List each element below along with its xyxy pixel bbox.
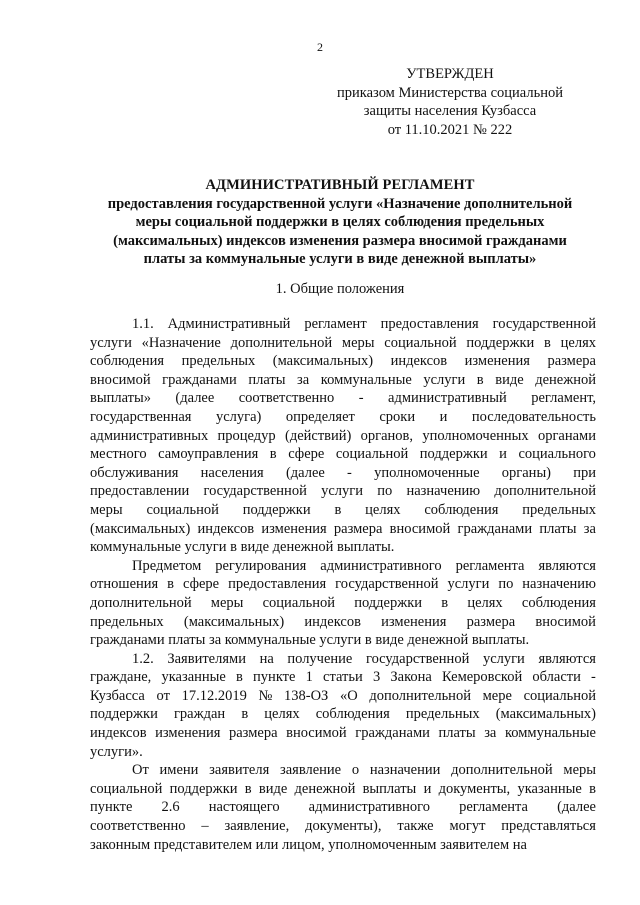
approval-order-line: приказом Министерства социальной (337, 84, 563, 101)
text-line: От имени заявителя заявление о назначении дополнительной меры (132, 762, 596, 779)
approval-stamp (300, 65, 600, 139)
document-title (80, 176, 600, 269)
text-line: услуги «Назначение дополнительной меры социальной поддержки в целях (90, 334, 596, 351)
text-line: граждане, указанные в пункте 1 статьи 3 Закона Кемеровской области - (90, 669, 596, 686)
text-line: индексов изменения размера вносимой гражданами платы за коммунальные (90, 725, 596, 742)
text-line: отношения в сфере предоставления государственной услуги по назначению (90, 576, 596, 593)
text-line: 1.1. Административный регламент предоставления государственной (132, 316, 596, 332)
text-line: местного самоуправления в сфере социальной поддержки и социального (90, 446, 596, 463)
document-body (90, 315, 596, 854)
text-line: предоставлении государственной услуги по назначению дополнительной (90, 483, 596, 500)
text-line: соответственно – заявление, документы), также могут представляться (90, 818, 596, 835)
title-line: платы за коммунальные услуги в виде денежной выплаты» (143, 251, 537, 268)
text-line: законным представителем или лицом, уполномоченным заявителем на (90, 836, 527, 853)
text-line: выплаты» (далее соответственно - административный регламент, (90, 390, 596, 407)
approval-date-line: от 11.10.2021 № 222 (387, 121, 513, 138)
text-line: обслуживания населения (далее - уполномоченные органы) при (90, 464, 596, 481)
text-line: (максимальных) индексов изменения размера вносимой гражданами платы за (90, 520, 596, 537)
text-line: соблюдения предельных (максимальных) индексов изменения размера (90, 353, 596, 370)
text-line: меры социальной поддержки в целях соблюдения предельных (90, 501, 596, 518)
text-line: гражданами платы за коммунальные услуги в виде денежной выплаты. (90, 632, 530, 649)
paragraph-1-2 (90, 650, 596, 762)
title-main: АДМИНИСТРАТИВНЫЙ РЕГЛАМЕНТ (205, 177, 475, 193)
page-number: 2 (317, 40, 323, 54)
text-line: административных процедур (действий) органов, уполномоченных органами (90, 427, 596, 444)
text-line: социальной поддержки в виде денежной выплаты и документы, указанные в (90, 780, 596, 797)
approval-ministry-line: защиты населения Кузбасса (363, 103, 537, 120)
paragraph-1-1 (90, 315, 596, 557)
section-heading: 1. Общие положения (275, 281, 405, 297)
text-line: Кузбасса от 17.12.2019 № 138-ОЗ «О дополнительной мере социальной (90, 687, 596, 704)
text-line: Предметом регулирования административного регламента являются (132, 557, 596, 574)
text-line: 1.2. Заявителями на получение государственной услуги являются (132, 650, 596, 667)
text-line: коммунальные услуги в виде денежной выплаты. (90, 539, 395, 556)
text-line: государственная услуга) определяет сроки и последовательность (90, 408, 596, 425)
title-line: (максимальных) индексов изменения размера вносимой гражданами (113, 232, 567, 249)
paragraph-representative (90, 761, 596, 854)
text-line: вносимой гражданами платы за коммунальные услуги в виде денежной (90, 371, 596, 388)
text-line: поддержки граждан в целях соблюдения предельных (максимальных) (90, 706, 596, 723)
text-line: услуги». (90, 743, 143, 760)
text-line: дополнительной меры социальной поддержки в целях соблюдения (90, 594, 596, 611)
title-line: меры социальной поддержки в целях соблюдения предельных (135, 214, 545, 231)
text-line: предельных (максимальных) индексов изменения размера вносимой (90, 613, 596, 630)
title-line: предоставления государственной услуги «Назначение дополнительной (107, 195, 573, 212)
text-line: пункте 2.6 настоящего административного регламента (далее (90, 799, 596, 816)
paragraph-subject (90, 557, 596, 650)
approval-title: УТВЕРЖДЕН (406, 66, 494, 82)
